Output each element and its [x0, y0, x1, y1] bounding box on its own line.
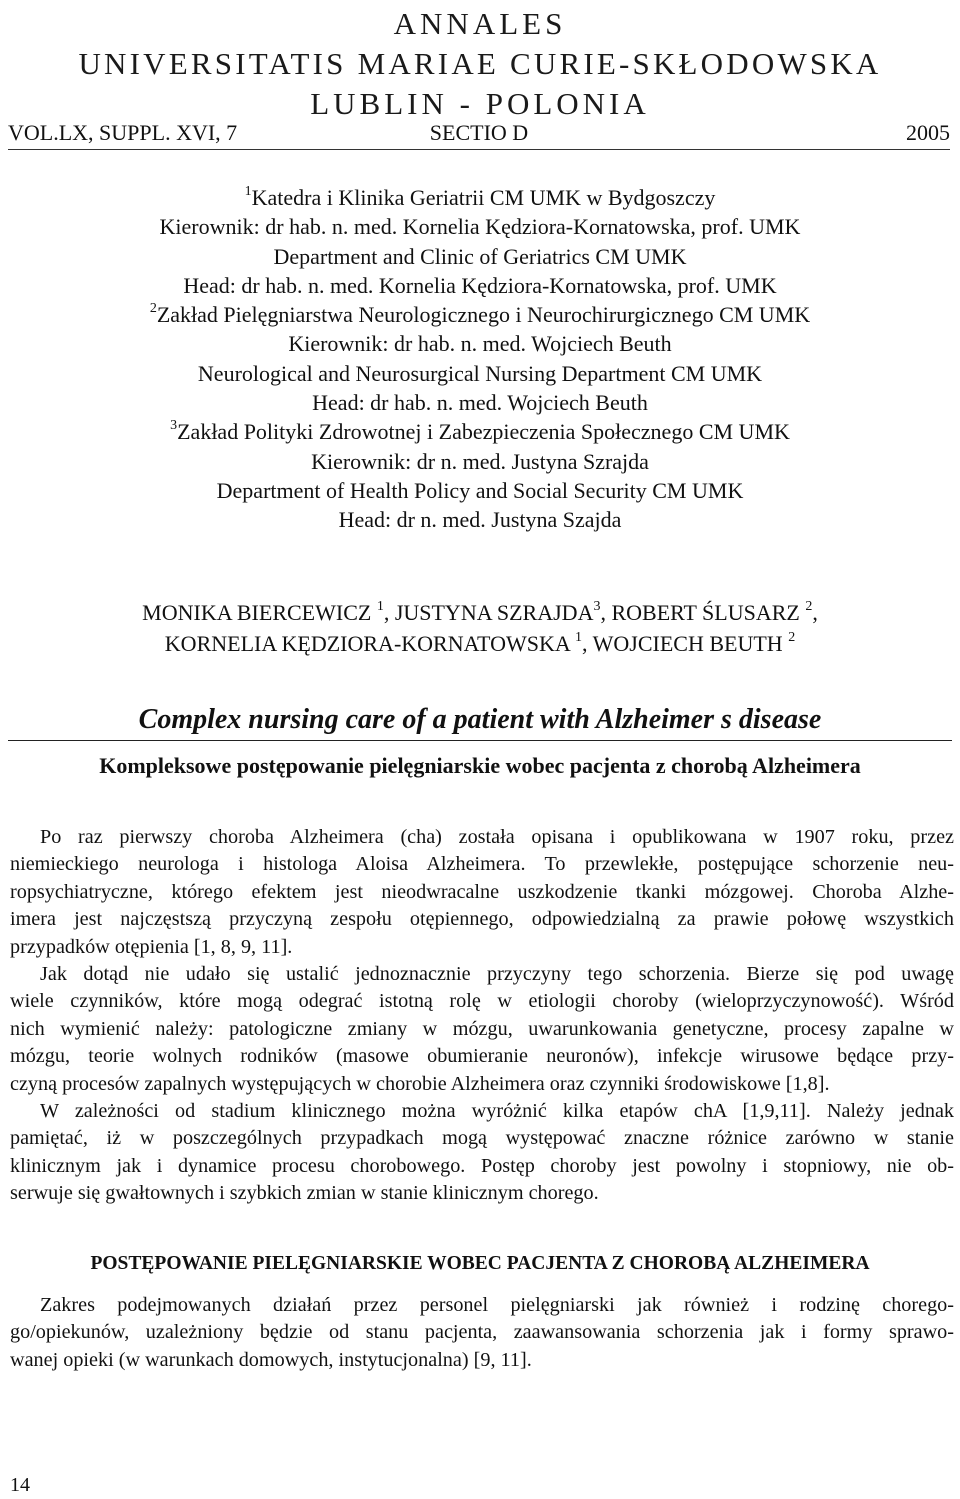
paragraph-line: Po raz pierwszy choroba Alzheimera (cha) została opisana i opublikowana w 1907 roku, przez: [40, 826, 954, 848]
paragraph-line: imera jest najczęstszą przyczyną zespołu otępiennego, odpowiedzialną za prawie połowę wszystkich: [10, 908, 954, 931]
paragraph-line: przypadków otępienia [1, 8, 9, 11].: [10, 935, 293, 958]
affiliation-1-marker: 1: [244, 184, 252, 199]
journal-name-line-2: UNIVERSITATIS MARIAE CURIE-SKŁODOWSKA: [78, 46, 882, 81]
author-2-affiliation: 3: [593, 599, 601, 614]
abstract-paragraph-2: [10, 961, 954, 1098]
affiliation-2-head-english: Head: dr hab. n. med. Wojciech Beuth: [312, 390, 648, 416]
section-heading: POSTĘPOWANIE PIELĘGNIARSKIE WOBEC PACJENTA Z CHOROBĄ ALZHEIMERA: [90, 1253, 870, 1274]
page-number: 14: [10, 1474, 30, 1496]
affiliation-1-polish: [0, 183, 960, 212]
paragraph-line: W zależności od stadium klinicznego można wyróżnić kilka etapów chA [1,9,11]. Należy jednak: [40, 1100, 954, 1122]
paragraph-line: wiele czynników, które mogą odegrać istotną rolę w etiologii choroby (wieloprzyczynowość). Wśród: [10, 990, 954, 1013]
journal-name-line-3: LUBLIN - POLONIA: [310, 86, 650, 121]
volume-line: [8, 117, 950, 150]
paragraph-line: go/opiekunów, uzależniony będzie od stanu pacjenta, zaawansowania schorzenia jak i formy sprawo-: [10, 1321, 954, 1344]
author-3-separator: ,: [812, 600, 818, 625]
affiliation-2-polish: [0, 300, 960, 329]
affiliation-3-marker: 3: [170, 418, 178, 434]
author-5: , WOJCIECH BEUTH: [582, 631, 789, 656]
paragraph-line: czyną procesów zapalnych występujących w chorobie Alzheimera oraz czynniki środowiskowe [1,8].: [10, 1072, 830, 1095]
paragraph-line: serwuje się gwałtownych i szybkich zmian w stanie klinicznym chorego.: [10, 1182, 599, 1205]
paragraph-line: mózgu, teorie wolnych rodników (masowe obumieranie neuronów), infekcje wirusowe będące przy-: [10, 1045, 954, 1068]
paragraph-line: wanej opieki (w warunkach domowych, instytucjonalna) [9, 11].: [10, 1348, 532, 1371]
author-2: , JUSTYNA SZRAJDA: [383, 600, 594, 625]
section-paragraph-1: [10, 1292, 954, 1374]
author-3: , ROBERT ŚLUSARZ: [600, 600, 806, 625]
author-1-affiliation: 1: [376, 599, 384, 614]
affiliation-1-name: Katedra i Klinika Geriatrii CM UMK w Bydgoszczy: [251, 185, 716, 210]
authors-line-2: [0, 628, 960, 659]
paragraph-line: ropsychiatryczne, którego efektem jest nieodwracalne uszkodzenie tkanki mózgowej. Choroba Alzhe-: [10, 880, 954, 903]
paragraph-line: pamiętać, iż w poszczególnych przypadkach mogą występować znaczne różnice zarówno w stanie: [10, 1127, 954, 1150]
paragraph-line: Jak dotąd nie udało się ustalić jednoznacznie przyczyny tego schorzenia. Bierze się pod uwagę: [40, 963, 954, 985]
affiliation-2-marker: 2: [149, 301, 157, 317]
article-title-english: Complex nursing care of a patient with Alzheimer s disease: [138, 704, 822, 735]
affiliation-3-english: Department of Health Policy and Social Security CM UMK: [216, 477, 744, 503]
affiliation-1-english: Department and Clinic of Geriatrics CM UMK: [273, 243, 687, 269]
authors: [0, 597, 960, 659]
affiliation-3-name: Zakład Polityki Zdrowotnej i Zabezpieczenia Społecznego CM UMK: [177, 419, 790, 445]
affiliations: [0, 183, 960, 535]
article-title-polish: Kompleksowe postępowanie pielęgniarskie wobec pacjenta z chorobą Alzheimera: [99, 753, 861, 778]
paragraph-line: klinicznym jak i dynamice procesu chorobowego. Postęp choroby jest powolny i stopniowy, nie ob-: [10, 1154, 954, 1177]
affiliation-2-name: Zakład Pielęgniarstwa Neurologicznego i Neurochirurgicznego CM UMK: [156, 302, 811, 328]
author-5-affiliation: 2: [788, 630, 796, 645]
author-1: MONIKA BIERCEWICZ: [142, 600, 377, 625]
affiliation-3-head-polish: Kierownik: dr n. med. Justyna Szrajda: [311, 448, 649, 474]
journal-section: SECTIO D: [429, 120, 529, 145]
affiliation-3-head-english: Head: dr n. med. Justyna Szajda: [338, 507, 622, 533]
journal-volume: VOL.LX, SUPPL. XVI, 7: [8, 120, 238, 145]
author-4-affiliation: 1: [575, 630, 583, 645]
affiliation-1-head-polish: Kierownik: dr hab. n. med. Kornelia Kędziora-Kornatowska, prof. UMK: [159, 214, 801, 240]
abstract-paragraph-3: [10, 1098, 954, 1208]
affiliation-3-polish: [0, 417, 960, 446]
affiliation-2-head-polish: Kierownik: dr hab. n. med. Wojciech Beuth: [288, 331, 672, 357]
journal-year: 2005: [906, 120, 950, 145]
affiliation-2-english: Neurological and Neurosurgical Nursing Department CM UMK: [197, 360, 763, 386]
paragraph-line: Zakres podejmowanych działań przez personel pielęgniarski jak również i rodzinę chorego-: [40, 1294, 954, 1316]
abstract-paragraph-1: [10, 824, 954, 961]
affiliation-1-head-english: Head: dr hab. n. med. Kornelia Kędziora-Kornatowska, prof. UMK: [183, 272, 777, 298]
author-4: KORNELIA KĘDZIORA-KORNATOWSKA: [164, 631, 576, 656]
paragraph-line: nich wymienić należy: patologiczne zmiany w mózgu, uwarunkowania genetyczne, procesy zapalne w: [10, 1017, 954, 1040]
journal-name-line-1: ANNALES: [393, 6, 567, 41]
title-divider: [8, 740, 952, 741]
paragraph-line: niemieckiego neurologa i histologa Aloisa Alzheimera. To przewlekłe, postępujące schorzenie neu-: [10, 853, 954, 876]
authors-line-1: [0, 597, 960, 628]
author-3-affiliation: 2: [805, 599, 813, 614]
